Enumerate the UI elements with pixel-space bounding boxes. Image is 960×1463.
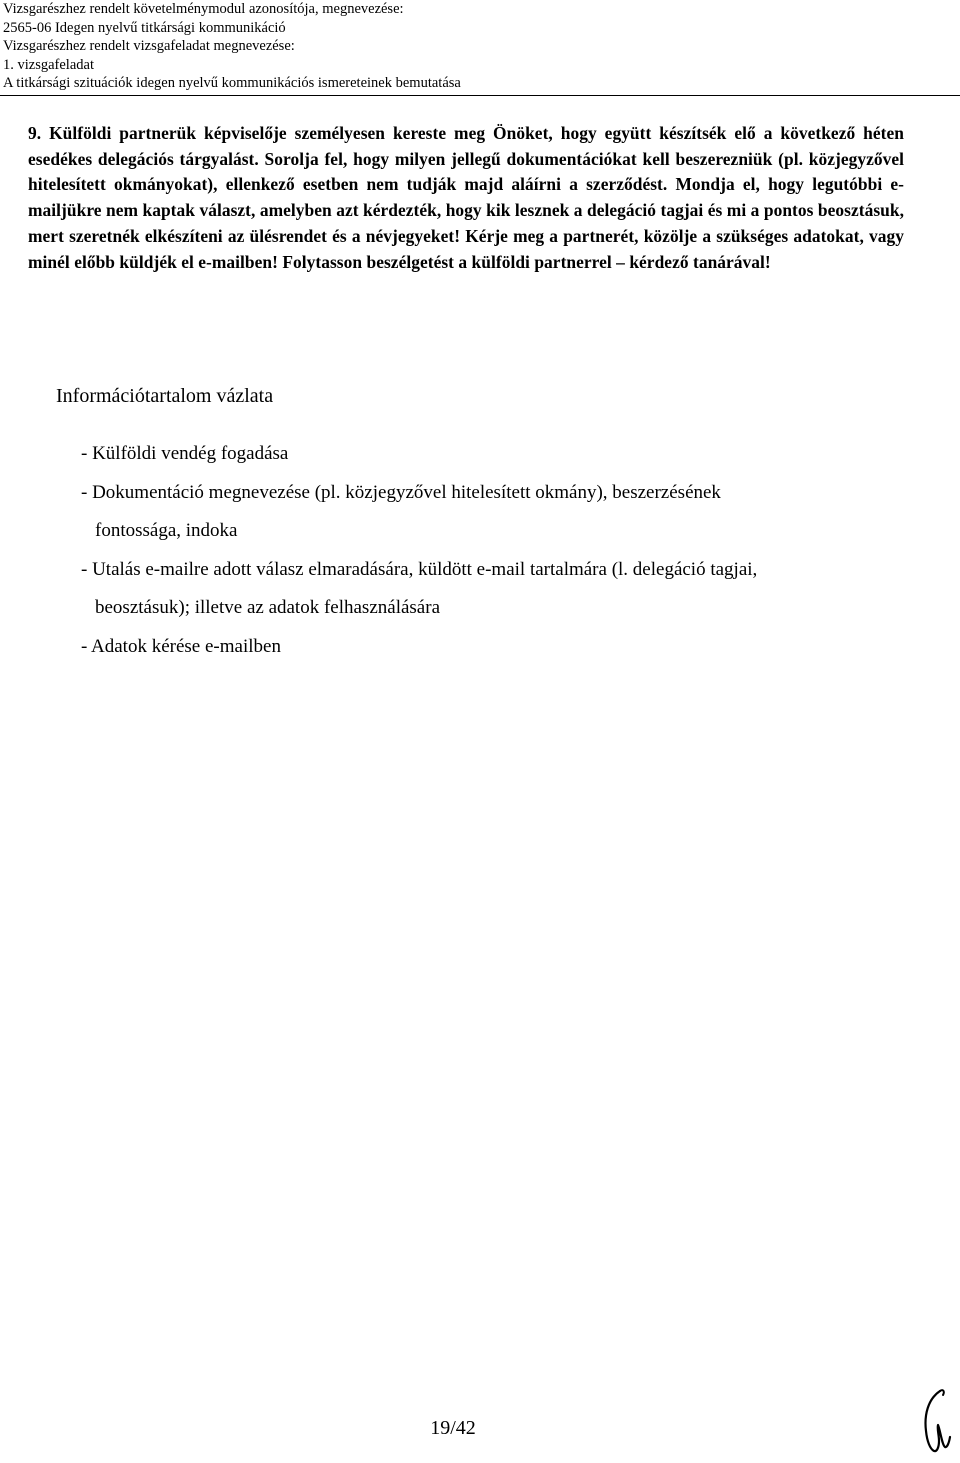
list-item-text: - Utalás e-mailre adott válasz elmaradására, küldött e-mail tartalmára (l. delegáció tagjai, — [81, 558, 758, 580]
header-module-label: Vizsgarészhez rendelt követelménymodul azonosítója, megnevezése: — [3, 1, 404, 17]
list-item-text: - Dokumentáció megnevezése (pl. közjegyzővel hitelesített okmány), beszerzésének — [81, 481, 721, 503]
list-item-continuation: beosztásuk); illetve az adatok felhasználására — [95, 597, 440, 618]
header-task-title: A titkársági szituációk idegen nyelvű kommunikációs ismereteinek bemutatása — [3, 75, 461, 91]
list-item — [81, 628, 911, 667]
info-outline-list — [81, 435, 911, 666]
page-number: 19/42 — [430, 1417, 476, 1439]
list-item — [81, 435, 911, 474]
header-task-label: Vizsgarészhez rendelt vizsgafeladat megnevezése: — [3, 38, 295, 54]
task-description: 9. Külföldi partnerük képviselője személyesen kereste meg Önöket, hogy együtt készítsék elő a következő héten esedékes delegációs tárgyalást. Sorolja fel, hogy milyen jellegű dokumentációkat kell beszerezniük (pl. közjegyzővel hitelesített okmányokat), ellenkező esetben nem tudják majd aláírni a szerződést. Mondja el, hogy legutóbbi e-mailjükre nem kaptak választ, amelyben azt kérdezték, hogy kik lesznek a delegáció tagjai és mi a pontos beosztásuk, mert szeretnék elkészíteni az ülésrendet és a névjegyeket! Kérje meg a partnerét, közölje a szükséges adatokat, vagy minél előbb küldjék el e-mailben! Folytasson beszélgetést a külföldi partnerrel – kérdező tanárával! — [28, 123, 904, 272]
list-item-text: - Adatok kérése e-mailben — [81, 635, 281, 657]
header-task-number: 1. vizsgafeladat — [3, 56, 94, 73]
header-divider — [0, 95, 960, 96]
list-item — [81, 551, 911, 628]
list-item — [81, 474, 911, 551]
info-outline-title: Információtartalom vázlata — [56, 385, 274, 407]
list-item-text: - Külföldi vendég fogadása — [81, 443, 289, 464]
document-header — [3, 0, 943, 93]
list-item-continuation: fontossága, indoka — [95, 520, 238, 541]
handwritten-signature — [918, 1385, 958, 1460]
signature-graphic — [918, 1385, 958, 1455]
header-module-name: 2565-06 Idegen nyelvű titkársági kommunikáció — [3, 19, 286, 36]
